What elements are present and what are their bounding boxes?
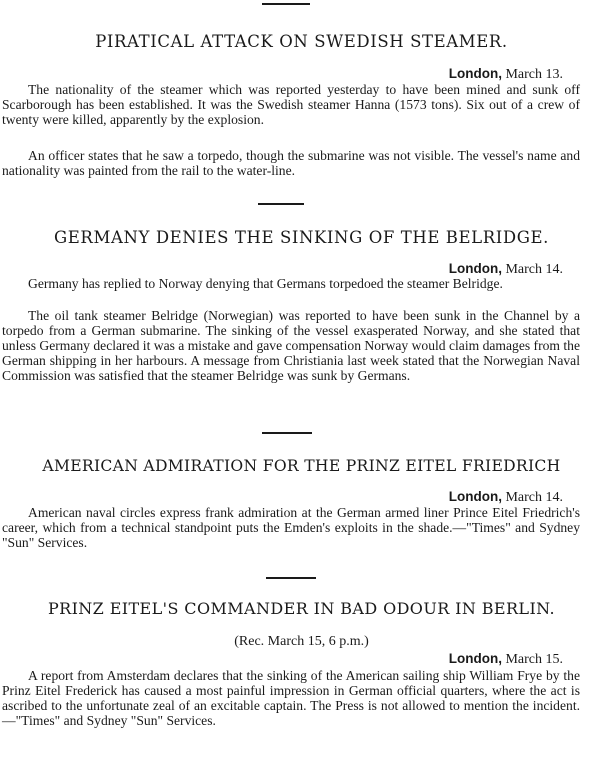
dateline-city: London, bbox=[448, 651, 502, 666]
paragraph: American naval circles express frank admiration at the German armed liner Prince Eitel Friedrich's career, which from a technical standpoint puts the Emden's exploits in the shade.—"Times" and Sydney "Sun" Services. bbox=[2, 505, 580, 550]
dateline-date: March 14. bbox=[501, 490, 563, 505]
dateline-city: London, bbox=[448, 489, 502, 504]
headline: GERMANY DENIES THE SINKING OF THE BELRIDGE. bbox=[54, 228, 549, 247]
dateline-date: March 15. bbox=[501, 652, 563, 667]
separator-rule bbox=[262, 432, 312, 434]
dateline-date: March 14. bbox=[501, 262, 563, 277]
paragraph: A report from Amsterdam declares that the sinking of the American sailing ship William Frye by the Prinz Eitel Frederick has caused a most painful impression in German official quarters, where the act is ascribed to the unfortunate zeal of an excitable captain. The Press is not allowed to mention the incident.—"Times" and Sydney "Sun" Services. bbox=[2, 668, 580, 728]
dateline bbox=[449, 66, 563, 83]
received-time: (Rec. March 15, 6 p.m.) bbox=[234, 634, 369, 649]
headline: AMERICAN ADMIRATION FOR THE PRINZ EITEL FRIEDRICH bbox=[42, 457, 561, 475]
separator-rule bbox=[266, 577, 316, 579]
dateline-date: March 13. bbox=[501, 67, 563, 82]
headline: PRINZ EITEL'S COMMANDER IN BAD ODOUR IN BERLIN. bbox=[47, 599, 556, 618]
paragraph: The nationality of the steamer which was reported yesterday to have been mined and sunk off Scarborough has been established. It was the Swedish steamer Hanna (1573 tons). Six out of a crew of twenty were killed, apparently by the explosion. bbox=[2, 82, 580, 127]
paragraph: An officer states that he saw a torpedo, though the submarine was not visible. The vessel's name and nationality was painted from the rail to the water-line. bbox=[2, 148, 580, 178]
dateline bbox=[449, 651, 563, 668]
dateline-city: London, bbox=[448, 66, 502, 81]
headline: PIRATICAL ATTACK ON SWEDISH STEAMER. bbox=[95, 32, 508, 51]
dateline bbox=[449, 489, 563, 506]
separator-rule bbox=[262, 3, 310, 5]
dateline-city: London, bbox=[448, 261, 502, 276]
separator-rule bbox=[258, 203, 304, 205]
paragraph: The oil tank steamer Belridge (Norwegian) was reported to have been sunk in the Channel by a torpedo from a German submarine. The sinking of the vessel exasperated Norway, and she stated that unless Germany declared it was a mistake and gave compensation Norway would claim damages from the German shipping in her harbours. A message from Christiania last week stated that the Norwegian Naval Commission was satisfied that the steamer Belridge was sunk by Germans. bbox=[2, 308, 580, 383]
paragraph: Germany has replied to Norway denying that Germans torpedoed the steamer Belridge. bbox=[28, 276, 503, 291]
